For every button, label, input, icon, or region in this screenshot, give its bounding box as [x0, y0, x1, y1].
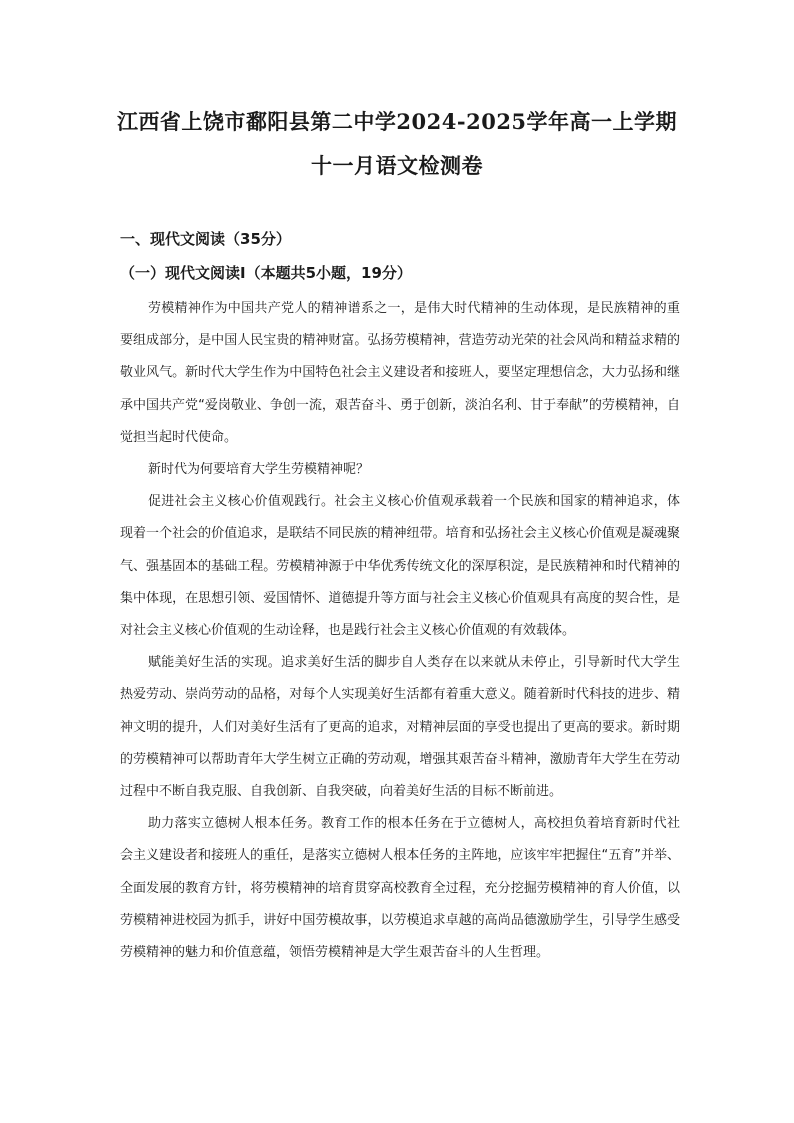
paragraph: 劳模精神作为中国共产党人的精神谱系之一，是伟大时代精神的生动体现，是民族精神的重要组成部分，是中国人民宝贵的精神财富。弘扬劳模精神，营造劳动光荣的社会风尚和精益求精的敬业风气。新时代大学生作为中国特色社会主义建设者和接班人，要坚定理想信念，大力弘扬和继承中国共产党“爱岗敬业、争创一流，艰苦奋斗、勇于创新，淡泊名利、甘于奉献”的劳模精神，自觉担当起时代使命。 [120, 301, 680, 445]
paragraph: 赋能美好生活的实现。追求美好生活的脚步自人类存在以来就从未停止，引导新时代大学生热爱劳动、崇尚劳动的品格，对每个人实现美好生活都有着重大意义。随着新时代科技的进步、精神文明的提升，人们对美好生活有了更高的追求，对精神层面的享受也提出了更高的要求。新时期的劳模精神可以帮助青年大学生树立正确的劳动观，增强其艰苦奋斗精神，激励青年大学生在劳动过程中不断自我克服、自我创新、自我突破，向着美好生活的目标不断前进。 [120, 655, 680, 800]
paragraph: 促进社会主义核心价值观践行。社会主义核心价值观承载着一个民族和国家的精神追求，体现着一个社会的价值追求，是联结不同民族的精神纽带。培育和弘扬社会主义核心价值观是凝魂聚气、强基固本的基础工程。劳模精神源于中华优秀传统文化的深厚积淀，是民族精神和时代精神的集中体现，在思想引领、爱国情怀、道德提升等方面与社会主义核心价值观具有高度的契合性，是对社会主义核心价值观的生动诠释，也是践行社会主义核心价值观的有效载体。 [120, 494, 680, 639]
paragraph: 新时代为何要培育大学生劳模精神呢？ [147, 462, 369, 478]
article-body [120, 293, 680, 969]
document-title-line2: 十一月语文检测卷 [311, 153, 483, 178]
subsection-heading: （一）现代文阅读Ⅰ（本题共5小题，19分） [120, 264, 412, 282]
paragraph: 助力落实立德树人根本任务。教育工作的根本任务在于立德树人，高校担负着培育新时代社会主义建设者和接班人的重任，是落实立德树人根本任务的主阵地，应该牢牢把握住“五育”并举、全面发展的教育方针，将劳模精神的培育贯穿高校教育全过程，充分挖掘劳模精神的育人价值，以劳模精神进校园为抓手，讲好中国劳模故事，以劳模追求卓越的高尚品德激励学生，引导学生感受劳模精神的魅力和价值意蕴，领悟劳模精神是大学生艰苦奋斗的人生哲理。 [120, 816, 680, 961]
document-title-line1: 江西省上饶市鄱阳县第二中学2024-2025学年高一上学期 [116, 109, 678, 134]
section-heading: 一、现代文阅读（35分） [120, 230, 291, 248]
